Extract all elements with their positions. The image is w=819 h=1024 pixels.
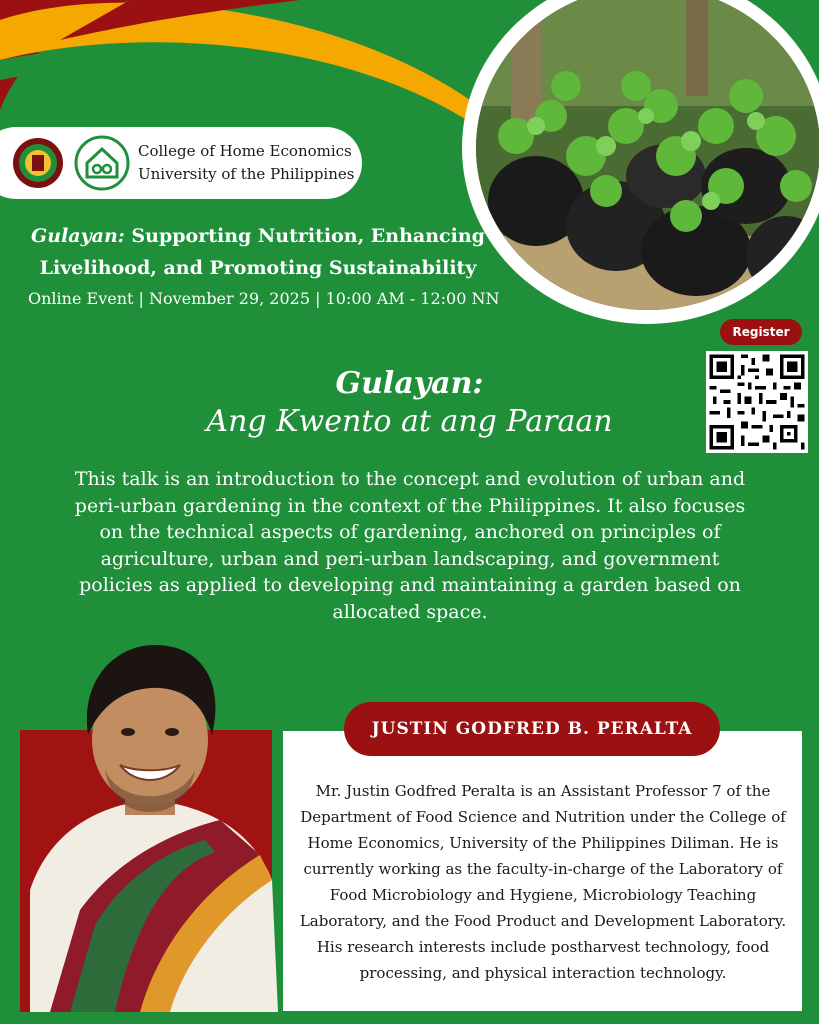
up-seal-logo bbox=[12, 137, 64, 189]
talk-abstract: This talk is an introduction to the concept and evolution of urban and peri-urban gardening in the context of the Philippines. It also focuses on the technical aspects of gardening, anchored on principles of agriculture, urban and peri-urban landscaping, and government policies as applied to developing and maintaining a garden based on allocated space. bbox=[74, 468, 746, 623]
decorative-swoosh bbox=[0, 0, 500, 130]
college-line2: University of the Philippines bbox=[138, 165, 355, 183]
che-logo bbox=[74, 135, 130, 191]
event-details: Online Event | November 29, 2025 | 10:00 AM - 12:00 NN bbox=[28, 289, 500, 308]
speaker-photo bbox=[20, 640, 280, 1012]
event-title-italic: Gulayan: bbox=[31, 225, 125, 247]
register-button[interactable]: Register bbox=[720, 319, 802, 345]
talk-title-line2: Ang Kwento at ang Paraan bbox=[206, 404, 613, 439]
college-line1: College of Home Economics bbox=[138, 142, 352, 160]
speaker-bio: Mr. Justin Godfred Peralta is an Assistant Professor 7 of the Department of Food Science and Nutrition under the College of Home Economics, University of the Philippines Diliman. He is currently working as the faculty-in-charge of the Laboratory of Food Microbiology and Hygiene, Microbiology Teaching Laboratory, and the Food Product and Development Laboratory. His research interests include postharvest technology, food processing, and physical interaction technology. bbox=[299, 782, 787, 982]
speaker-name: JUSTIN GODFRED B. PERALTA bbox=[344, 702, 720, 756]
talk-title-line1: Gulayan: bbox=[335, 366, 484, 401]
event-title-rest: Supporting Nutrition, Enhancing Livelihood, and Promoting Sustainability bbox=[39, 225, 485, 279]
college-name bbox=[138, 140, 354, 186]
garden-photo bbox=[476, 0, 819, 310]
event-title bbox=[28, 220, 488, 284]
talk-title bbox=[0, 364, 819, 440]
